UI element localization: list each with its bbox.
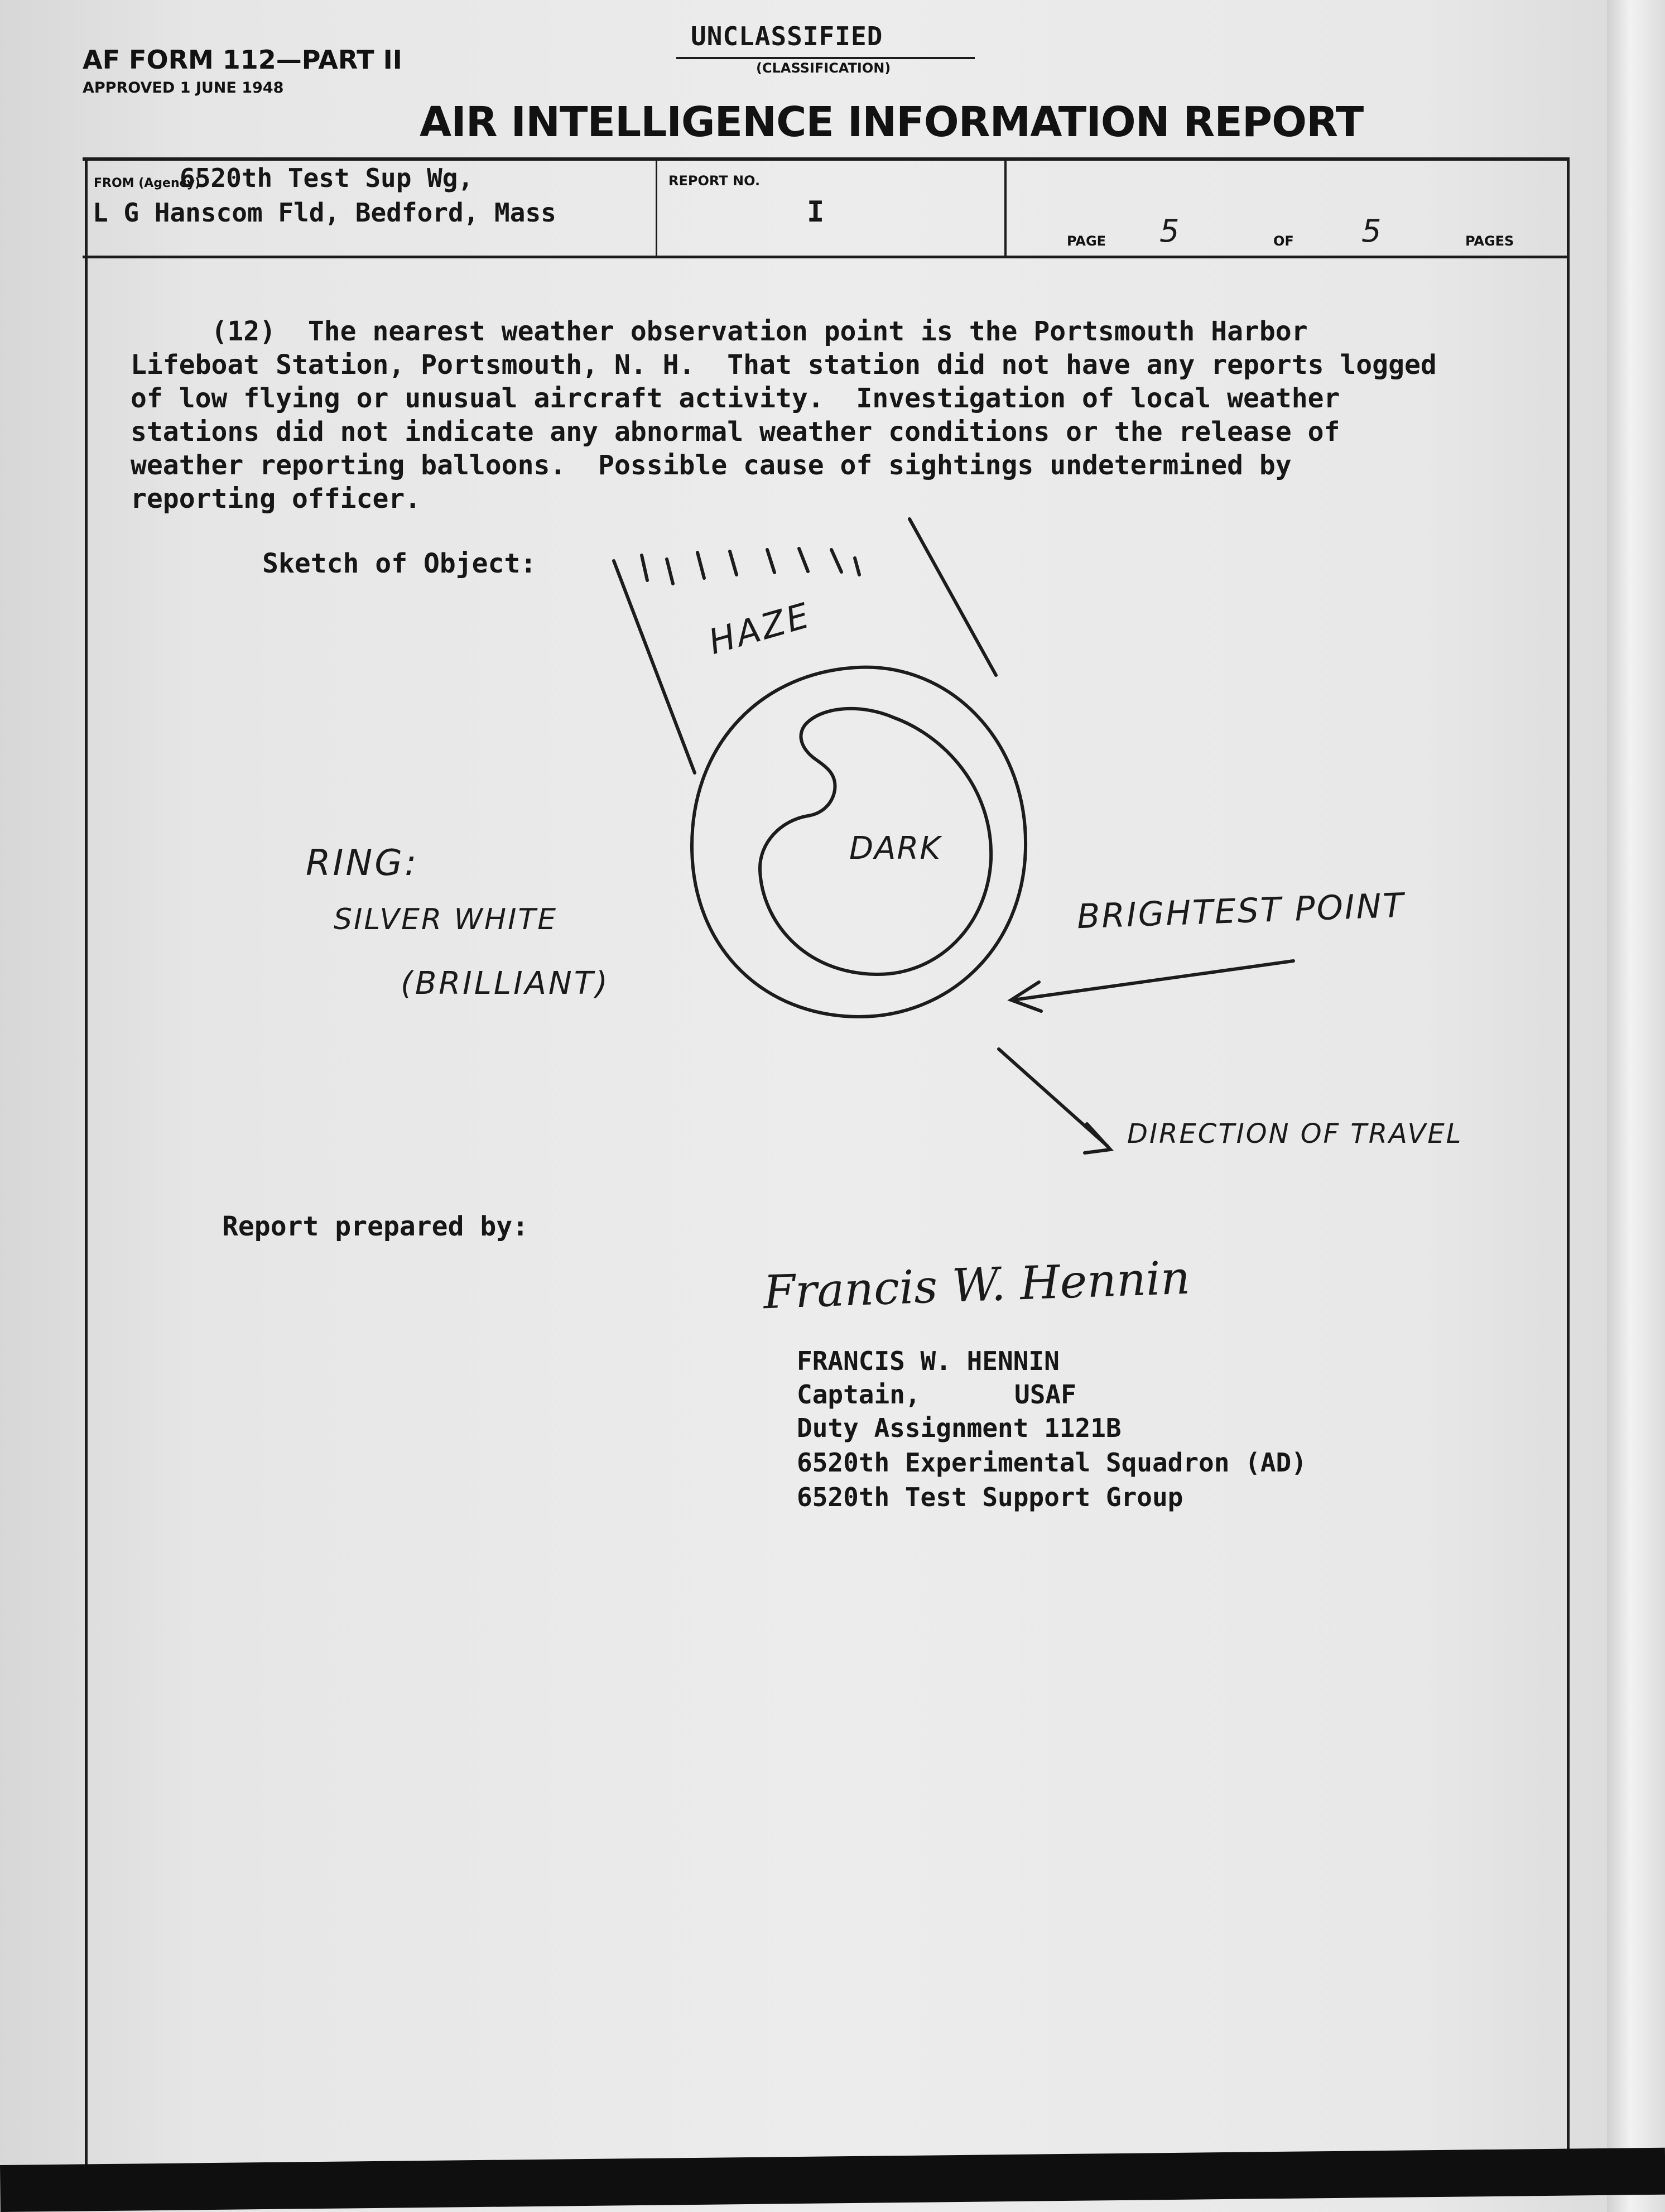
classification: UNCLASSIFIED bbox=[691, 21, 883, 51]
of-label: OF bbox=[1273, 233, 1294, 249]
haze-hatching bbox=[642, 549, 859, 584]
paragraph-line: Lifeboat Station, Portsmouth, N. H. That station did not have any reports logged bbox=[131, 349, 1437, 381]
from-label: FROM (Agency) bbox=[94, 176, 201, 190]
unit-group: 6520th Test Support Group bbox=[797, 1482, 1183, 1512]
haze-boundary-right bbox=[910, 519, 996, 675]
ring-color: SILVER WHITE bbox=[334, 903, 558, 936]
duty-assignment: Duty Assignment 1121B bbox=[797, 1413, 1122, 1443]
report-title: AIR INTELLIGENCE INFORMATION REPORT bbox=[420, 98, 1364, 146]
officer-name: FRANCIS W. HENNIN bbox=[797, 1346, 1060, 1376]
officer-rank: Captain, bbox=[797, 1379, 921, 1410]
haze-boundary-left bbox=[614, 561, 695, 773]
from-line-2: L G Hanscom Fld, Bedford, Mass bbox=[93, 198, 556, 228]
form-number: AF FORM 112—PART II bbox=[83, 45, 402, 75]
signature: Francis W. Hennin bbox=[762, 1251, 1191, 1320]
ring-brilliance: (BRILLIANT) bbox=[401, 965, 610, 1002]
brightest-point-label: BRIGHTEST POINT bbox=[1076, 886, 1406, 937]
prepared-by-label: Report prepared by: bbox=[222, 1211, 529, 1242]
paragraph-line: reporting officer. bbox=[131, 483, 421, 514]
report-no-label: REPORT NO. bbox=[668, 173, 761, 189]
paragraph-line: (12) The nearest weather observation point is the Portsmouth Harbor bbox=[131, 316, 1308, 347]
approved-date: APPROVED 1 JUNE 1948 bbox=[83, 79, 284, 97]
ring-label: RING: bbox=[306, 843, 419, 884]
classification-label: (CLASSIFICATION) bbox=[756, 60, 891, 76]
paragraph-line: stations did not indicate any abnormal weather conditions or the release of bbox=[131, 416, 1340, 448]
brightest-point-arrow bbox=[1013, 961, 1293, 1000]
total-pages: 5 bbox=[1361, 213, 1382, 249]
direction-arrow bbox=[999, 1049, 1108, 1146]
sketch-label: Sketch of Object: bbox=[262, 548, 537, 579]
pages-label: PAGES bbox=[1465, 233, 1514, 249]
page-number: 5 bbox=[1159, 213, 1180, 249]
paragraph-line: weather reporting balloons. Possible cause of sightings undetermined by bbox=[131, 450, 1292, 481]
unit-squadron: 6520th Experimental Squadron (AD) bbox=[797, 1448, 1307, 1478]
paragraph-line: of low flying or unusual aircraft activity. Investigation of local weather bbox=[131, 383, 1340, 414]
officer-service: USAF bbox=[1014, 1379, 1076, 1410]
from-line-1: 6520th Test Sup Wg, bbox=[180, 163, 474, 193]
report-no: I bbox=[807, 195, 825, 229]
haze-label: HAZE bbox=[704, 594, 816, 662]
dark-label: DARK bbox=[849, 830, 942, 867]
page-label: PAGE bbox=[1067, 233, 1106, 249]
direction-label: DIRECTION OF TRAVEL bbox=[1127, 1118, 1463, 1150]
